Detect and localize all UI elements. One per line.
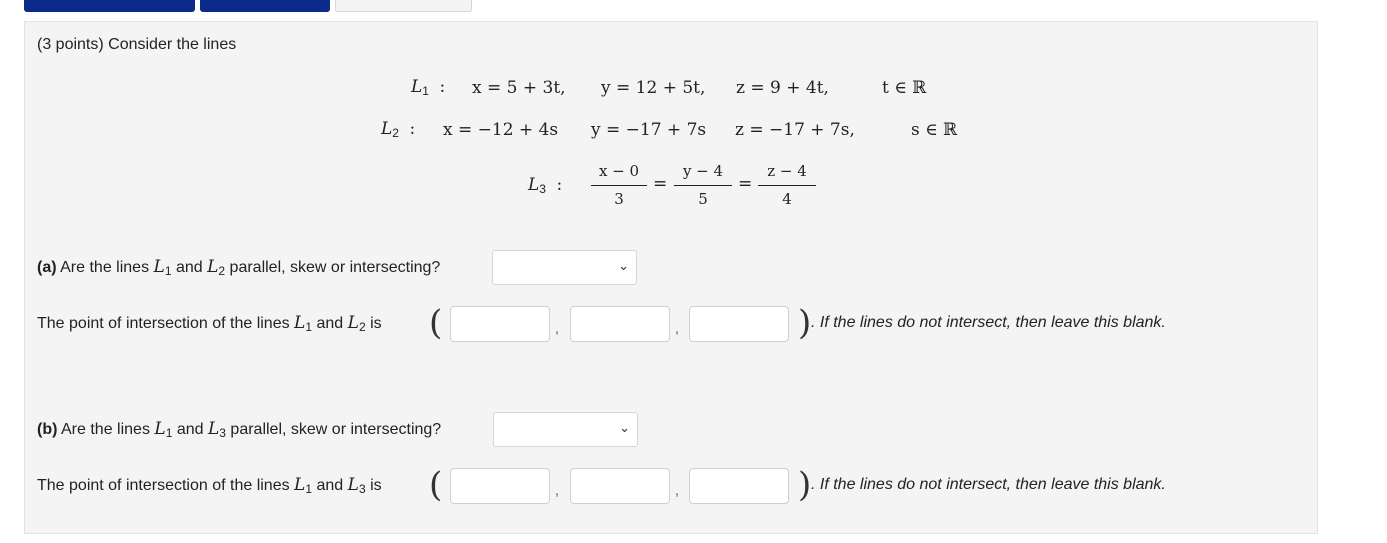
part-a-left-paren: ( <box>429 303 443 343</box>
tab-3[interactable] <box>335 0 472 12</box>
tab-1[interactable] <box>24 0 195 12</box>
line-L2-x: x = −12 + 4s <box>443 120 559 140</box>
part-b-comma-1: , <box>555 482 559 498</box>
L3-num-2: y − 4 <box>682 162 724 180</box>
line-L1-z: z = 9 + 4t, <box>736 78 829 98</box>
part-a-question: (a) Are the lines $L_1$ and $L_2$ parallel, skew or intersecting? <box>37 257 441 278</box>
line-L1-label: $L_1$ : <box>411 77 446 98</box>
part-a-right-paren: ) <box>798 303 812 343</box>
part-b-note: . If the lines do not intersect, then leave this blank. <box>811 476 1166 493</box>
line-L1-param: t ∈ ℝ <box>882 78 927 98</box>
part-a-x-input[interactable] <box>450 306 550 342</box>
L3-frac-bar-2 <box>674 185 732 186</box>
L3-frac-bar-1 <box>591 185 647 186</box>
L3-equals-2: = <box>738 174 753 194</box>
line-L2-label: $L_2$ : <box>381 119 416 140</box>
line-L2-y: y = −17 + 7s <box>591 120 707 140</box>
part-b-right-paren: ) <box>798 465 812 505</box>
part-b-x-input[interactable] <box>450 468 550 504</box>
line-L2-param: s ∈ ℝ <box>911 120 958 140</box>
L3-frac-bar-3 <box>758 185 816 186</box>
part-a-comma-2: , <box>675 320 679 336</box>
L3-den-3: 4 <box>782 190 792 208</box>
part-a-z-input[interactable] <box>689 306 789 342</box>
line-L1-y: y = 12 + 5t, <box>601 78 706 98</box>
question-intro: (3 points) Consider the lines <box>37 36 237 53</box>
part-b-relation-select[interactable] <box>493 412 638 447</box>
L3-equals-1: = <box>653 174 668 194</box>
L3-den-2: 5 <box>698 190 708 208</box>
part-a-intersection-label: The point of intersection of the lines $L_1$ and $L_2$ is <box>37 313 382 334</box>
part-a-comma-1: , <box>555 320 559 336</box>
part-a-y-input[interactable] <box>570 306 670 342</box>
L3-num-3: z − 4 <box>767 162 807 180</box>
part-b-question: (b) Are the lines $L_1$ and $L_3$ parallel, skew or intersecting? <box>37 419 442 440</box>
L3-den-1: 3 <box>614 190 624 208</box>
part-b-z-input[interactable] <box>689 468 789 504</box>
chevron-down-icon: ⌄ <box>618 259 629 274</box>
line-L2-z: z = −17 + 7s, <box>735 120 855 140</box>
part-a-relation-select[interactable] <box>492 250 637 285</box>
tab-2[interactable] <box>200 0 330 12</box>
part-b-comma-2: , <box>675 482 679 498</box>
part-b-intersection-label: The point of intersection of the lines $L_1$ and $L_3$ is <box>37 475 382 496</box>
line-L3-label: $L_3$ : <box>528 175 563 196</box>
part-b-left-paren: ( <box>429 465 443 505</box>
part-b-y-input[interactable] <box>570 468 670 504</box>
line-L1-x: x = 5 + 3t, <box>472 78 566 98</box>
question-panel <box>24 21 1318 534</box>
part-a-note: . If the lines do not intersect, then leave this blank. <box>811 314 1166 331</box>
L3-num-1: x − 0 <box>598 162 640 180</box>
chevron-down-icon: ⌄ <box>619 421 630 436</box>
